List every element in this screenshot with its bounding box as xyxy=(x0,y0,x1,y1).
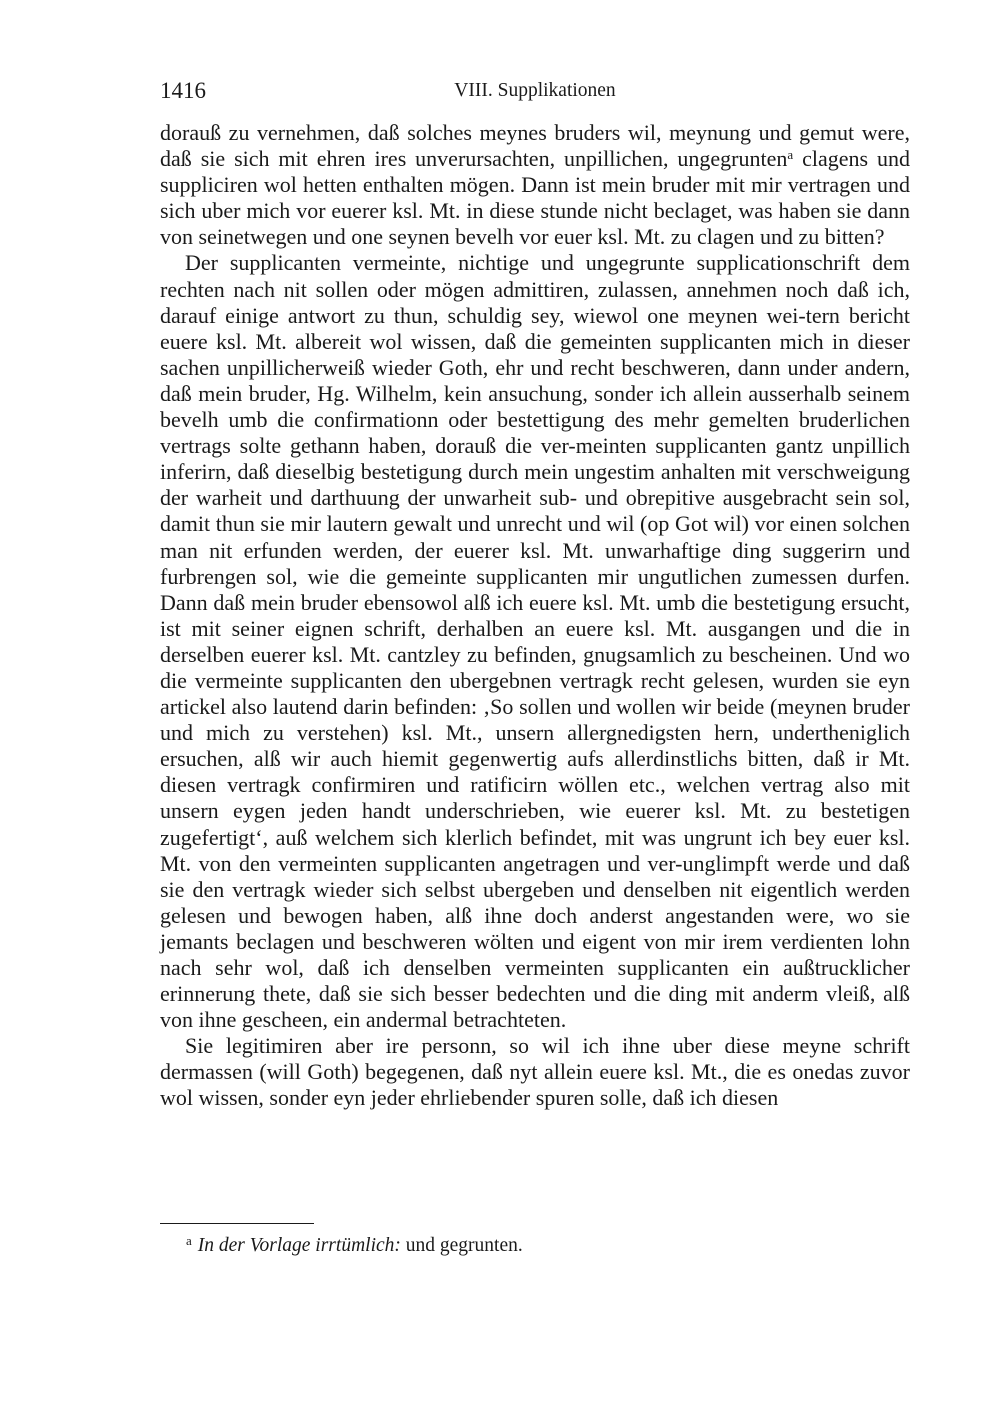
footnote xyxy=(186,1228,906,1259)
paragraph-2 xyxy=(160,250,910,1033)
text-line: unglimpft werde und daß sie den vertragk wieder sich selbst ubergeben und xyxy=(160,850,910,902)
text-line: vermeinten supplicanten ein außtrucklicher erinnerung thete, daß sie sich besser xyxy=(160,955,910,1007)
text-line: dermassen (will Goth) begegenen, daß nyt allein euere ksl. Mt., die es onedas xyxy=(160,1059,854,1085)
footnote-text: und gegrunten. xyxy=(405,1235,523,1256)
text-line: mich in dieser sachen unpillicherweiß wieder Goth, ehr und recht beschweren, xyxy=(160,328,911,380)
text-line: gewalt und unrecht und wil (op Got wil) vor einen solchen man nit erfunden xyxy=(160,511,910,563)
text-line: wie die gemeinte supplicanten mir ungutlichen zumessen durfen. Dann daß xyxy=(160,563,911,615)
text-line: mit mir vertragen und sich uber mich vor euerer ksl. Mt. in diese stunde nicht xyxy=(160,172,910,224)
text-line: clagens und suppliciren wol hetten enthalten mögen. Dann ist mein bruder xyxy=(160,146,911,198)
text-line: bedechten und die ding mit anderm vleiß, alß von ihne gescheen, ein andermal xyxy=(160,981,910,1033)
text-line: mein bruder ebensowol alß ich euere ksl. Mt. umb die bestetigung ersucht, xyxy=(250,589,911,615)
paragraph-3 xyxy=(160,1033,910,1111)
text-line: betrachteten. xyxy=(453,1007,567,1033)
text-line: Sie legitimiren aber ire personn, so wil ich ihne uber diese meyne schrift xyxy=(185,1033,910,1059)
text-line: were, daß sie sich mit ehren ires unverursachten, unpillichen, ungegrunten xyxy=(160,120,911,172)
text-line: zu bestetigen zugefertigt‘, auß welchem sich klerlich befindet, mit was ungrunt xyxy=(160,798,910,850)
text-line: anderst angestanden were, wo sie jemants beclagen und beschweren wölten xyxy=(160,902,910,954)
text-line: wo die vermeinte supplicanten den ubergebnen vertragk recht gelesen, wurden xyxy=(160,641,911,693)
footnote-marker: a xyxy=(787,147,794,163)
running-title: VIII. Supplikationen xyxy=(454,80,616,101)
text-line: unwarheit sub- und obrepitive ausgebracht sein sol, damit thun sie mir lautern xyxy=(160,485,911,537)
text-line: des mehr gemelten bruderlichen vertrags solte gethann haben, dorauß die ver- xyxy=(160,407,910,459)
text-line: tern bericht euere ksl. Mt. albereit wol wissen, daß die gemeinten supplicanten xyxy=(160,302,910,354)
text-line: und eigent von mir irem verdienten lohn nach sehr wol, daß ich denselben xyxy=(160,928,911,980)
footnote-letter: a xyxy=(186,1233,192,1248)
text-line: Der supplicanten vermeinte, nichtige und ungegrunte supplicationschrift xyxy=(185,250,861,276)
text-line: daß ich, darauf einige antwort zu thun, schuldig sey, wiewol one meynen wei- xyxy=(160,276,910,328)
footnote-divider xyxy=(160,1223,314,1224)
page-number: 1416 xyxy=(160,78,206,103)
running-header xyxy=(160,78,910,108)
text-line: ich bey euer ksl. Mt. von den vermeinten supplicanten angetragen und ver- xyxy=(160,824,911,876)
text-line: derselben euerer ksl. Mt. cantzley zu befinden, gnugsamlich zu bescheinen. Und xyxy=(160,641,877,667)
text-line: ich allein ausserhalb seinem bevelh umb die confirmationn oder bestettigung xyxy=(160,380,911,433)
main-text xyxy=(160,120,910,1112)
text-line: dann under andern, daß mein bruder, Hg. Wilhelm, kein ansuchung, sonder xyxy=(160,354,910,406)
text-line: ksl. Mt. zu clagen und zu bitten? xyxy=(597,224,885,250)
text-line: zuvor wol wissen, sonder eyn jeder ehrliebender spuren solle, daß ich diesen xyxy=(160,1059,911,1111)
text-line: sie eyn artickel also lautend darin befinden: ‚So sollen und wollen wir beide xyxy=(160,667,910,720)
text-line: meinten supplicanten gantz unpillich inferirn, daß dieselbig bestetigung durch xyxy=(160,433,910,485)
text-line: vertrag also mit unsern eygen jeden handt underschrieben, wie euerer ksl. Mt. xyxy=(160,772,910,824)
text-line: denselben nit eigentlich werden gelesen und bewogen haben, alß ihne doch xyxy=(160,876,910,928)
text-line: ist mit seiner eignen schrift, derhalben an euere ksl. Mt. ausgangen und die in xyxy=(160,615,910,641)
text-line: dorauß zu vernehmen, daß solches meynes bruders wil, meynung und gemut xyxy=(160,120,855,145)
text-line: werden, der euerer ksl. Mt. unwarhaftige ding suggerirn und furbrengen sol, xyxy=(160,537,910,589)
text-line: mein ungestim anhalten mit verschweigung der warheit und darthuung der xyxy=(160,459,910,511)
text-line: beclaget, was haben sie dann von seinetwegen und one seynen bevelh vor euer xyxy=(160,198,911,250)
footnote-italic-note: In der Vorlage irrtümlich: xyxy=(197,1235,401,1256)
text-line: (meynen bruder und mich zu verstehen) ksl. Mt., unsern allergnedigsten hern, xyxy=(160,694,911,746)
text-line: bitten, daß ir Mt. diesen vertragk confirmiren und ratificirn wöllen etc., welchen xyxy=(160,746,911,798)
paragraph-1 xyxy=(160,120,910,250)
text-line: undertheniglich ersuchen, alß wir auch hiemit gegenwertig aufs allerdinstlichs xyxy=(160,720,911,772)
text-line: dem rechten nach nit sollen oder mögen admittiren, zulassen, annehmen noch xyxy=(160,250,910,302)
